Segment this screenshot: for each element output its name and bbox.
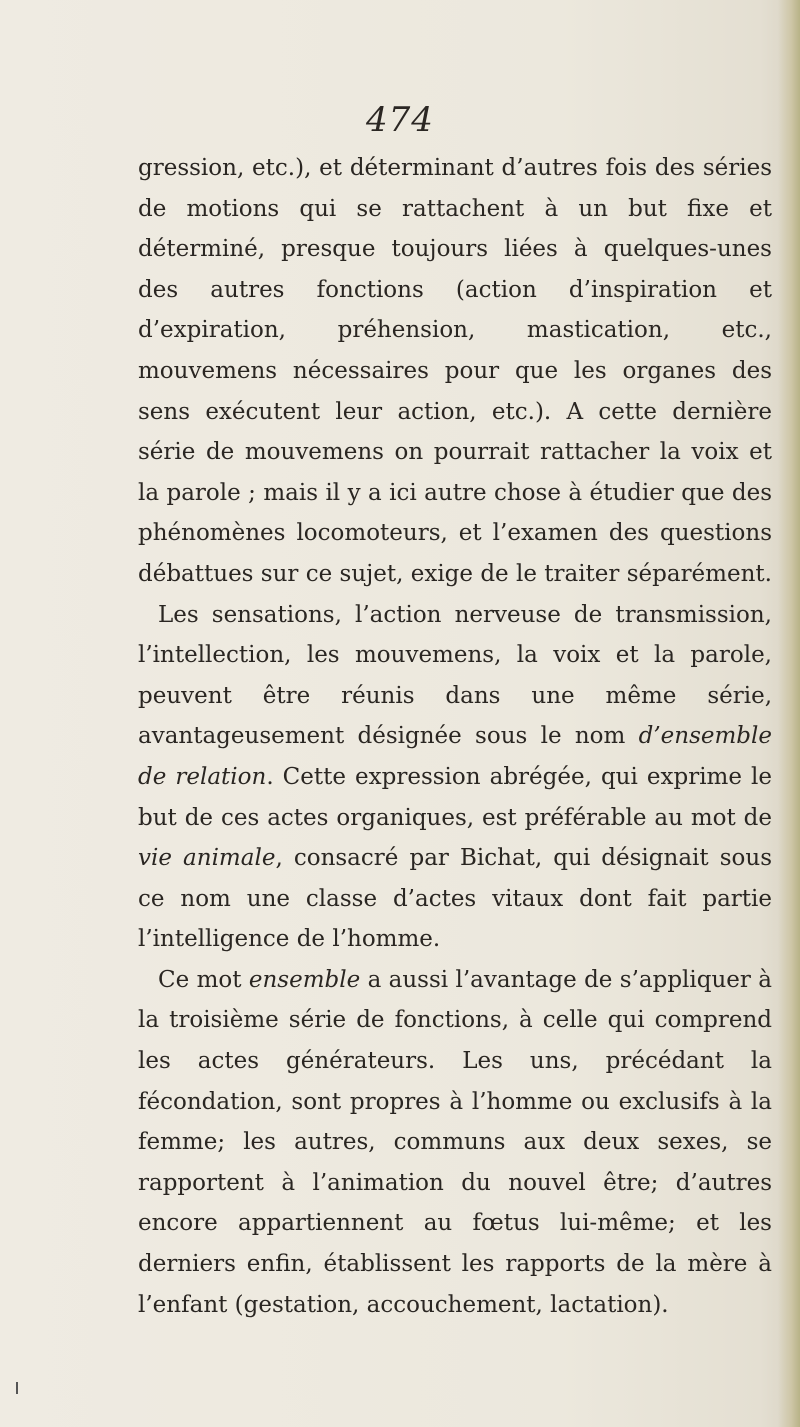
paragraph: [138, 148, 772, 595]
paragraph: [138, 960, 772, 1325]
text-run: , consacré par Bichat, qui désignait sous ce nom une classe d’actes vitaux dont fait partie l’intelligence de l’homme.: [138, 845, 772, 953]
margin-mark: [16, 1382, 18, 1394]
paragraph: [138, 595, 772, 960]
page-number: 474: [366, 100, 434, 140]
body-text: [138, 148, 772, 1325]
italic-text: vie animale: [138, 845, 276, 872]
text-run: Ce mot: [158, 966, 249, 993]
text-run: a aussi l’avantage de s’appliquer à la troisième série de fonctions, à celle qui comprend les actes générateurs. Les uns, précédant la fécondation, sont propres à l’homme ou exclusifs à la femme; les autres, communs aux deux sexes, se rapportent à l’animation du nouvel être; d’autres encore appartiennent au fœtus lui-même; et les derniers enfin, établissent les rapports de la mère à l’enfant (gestation, accouchement, lactation).: [138, 966, 772, 1318]
italic-text: d’ensemble de relation: [138, 723, 772, 790]
text-run: gression, etc.), et déterminant d’autres fois des séries de motions qui se rattachent à un but fixe et déterminé, presque toujours liées à quelques-unes des autres fonctions (action d’inspiration et d’expiration, préhension, mastication, etc., mouvemens nécessaires pour que les organes des sens exécutent leur action, etc.). A cette dernière série de mouvemens on pourrait rattacher la voix et la parole ; mais il y a ici autre chose à étudier que des phénomènes locomoteurs, et l’examen des questions débattues sur ce sujet, exige de le traiter séparément.: [138, 155, 772, 587]
text-run: . Cette expression abrégée, qui exprime le but de ces actes organiques, est préférable au mot de: [138, 763, 772, 831]
text-run: Les sensations, l’action nerveuse de transmission, l’intellection, les mouvemens, la voix et la parole, peuvent être réunis dans une même série, avantageusement désignée sous le nom: [138, 601, 772, 750]
page-edge-shadow: [778, 0, 800, 1427]
italic-text: ensemble: [248, 966, 361, 993]
